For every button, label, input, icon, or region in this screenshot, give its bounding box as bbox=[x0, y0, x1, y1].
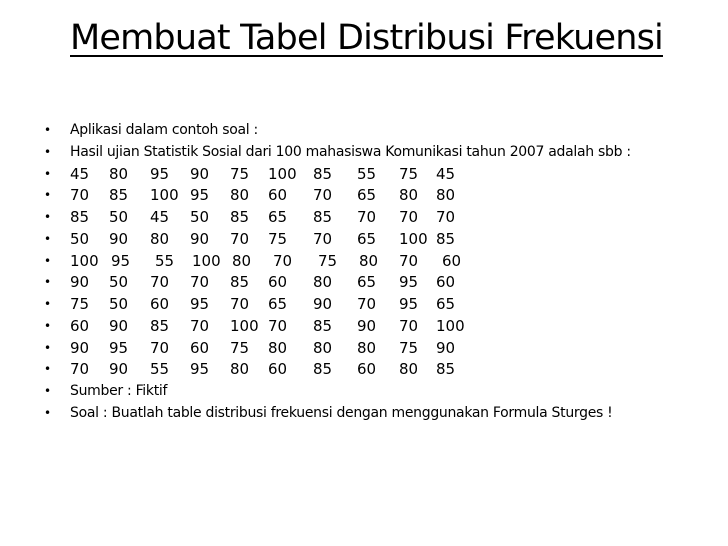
data-cell: 80 bbox=[268, 338, 288, 357]
data-cell: 100 bbox=[268, 164, 297, 183]
data-cell: 70 bbox=[357, 295, 377, 313]
intro-text: Hasil ujian Statistik Sosial dari 100 mahasiswa Komunikasi tahun 2007 adalah sbb : bbox=[70, 143, 631, 160]
data-cell: 65 bbox=[357, 273, 377, 292]
data-cell: 65 bbox=[357, 229, 377, 248]
source-text: Sumber : Fiktif bbox=[70, 383, 168, 399]
data-cell: 80 bbox=[399, 186, 419, 205]
data-cell: 80 bbox=[150, 229, 170, 248]
data-cell: 60 bbox=[357, 360, 377, 379]
data-cell: 80 bbox=[313, 273, 333, 292]
data-cell: 85 bbox=[109, 186, 129, 205]
bullet-dot: • bbox=[44, 166, 52, 181]
data-cell: 80 bbox=[313, 338, 333, 357]
data-cell: 90 bbox=[109, 360, 129, 379]
data-cell: 60 bbox=[190, 338, 210, 357]
bullet-dot: • bbox=[44, 123, 52, 137]
data-cell: 80 bbox=[232, 251, 252, 270]
data-cell: 60 bbox=[70, 316, 90, 335]
data-cell: 70 bbox=[70, 360, 90, 379]
data-cell: 95 bbox=[190, 360, 210, 379]
data-cell: 60 bbox=[268, 360, 288, 379]
data-cell: 100 bbox=[399, 229, 428, 248]
data-cell: 90 bbox=[190, 164, 210, 183]
data-cell: 70 bbox=[399, 316, 419, 335]
data-cell: 45 bbox=[70, 164, 90, 183]
data-cell: 90 bbox=[313, 295, 333, 313]
data-cell: 85 bbox=[313, 164, 333, 183]
data-cell: 90 bbox=[70, 338, 90, 357]
data-cell: 70 bbox=[190, 316, 210, 335]
intro-text: Aplikasi dalam contoh soal : bbox=[70, 122, 258, 138]
bullet-dot: • bbox=[44, 384, 52, 398]
bullet-dot: • bbox=[44, 144, 52, 159]
data-cell: 55 bbox=[155, 251, 175, 270]
data-cell: 90 bbox=[357, 316, 377, 335]
data-cell: 70 bbox=[70, 186, 90, 205]
data-cell: 50 bbox=[109, 295, 129, 313]
data-cell: 65 bbox=[436, 295, 456, 313]
data-cell: 95 bbox=[190, 186, 210, 205]
data-cell: 70 bbox=[313, 186, 333, 205]
data-cell: 75 bbox=[70, 295, 90, 313]
bullet-dot: • bbox=[44, 253, 52, 268]
data-cell: 80 bbox=[359, 251, 379, 270]
data-cell: 75 bbox=[268, 229, 288, 248]
data-cell: 70 bbox=[399, 208, 419, 226]
data-cell: 50 bbox=[109, 273, 129, 292]
data-cell: 65 bbox=[268, 208, 288, 226]
data-cell: 85 bbox=[313, 316, 333, 335]
bullet-dot: • bbox=[44, 362, 52, 377]
bullet-dot: • bbox=[44, 340, 52, 355]
data-cell: 85 bbox=[150, 316, 170, 335]
data-cell: 75 bbox=[318, 251, 338, 270]
data-cell: 55 bbox=[150, 360, 170, 379]
data-cell: 60 bbox=[268, 186, 288, 205]
data-cell: 85 bbox=[230, 273, 250, 292]
data-cell: 85 bbox=[436, 229, 456, 248]
data-cell: 85 bbox=[436, 360, 456, 379]
data-cell: 60 bbox=[442, 251, 462, 270]
data-cell: 100 bbox=[436, 316, 465, 335]
data-cell: 75 bbox=[230, 338, 250, 357]
data-cell: 95 bbox=[190, 295, 210, 313]
data-cell: 50 bbox=[109, 208, 129, 226]
data-cell: 70 bbox=[357, 208, 377, 226]
data-cell: 75 bbox=[399, 338, 419, 357]
data-cell: 60 bbox=[436, 273, 456, 292]
data-cell: 75 bbox=[399, 164, 419, 183]
bullet-dot: • bbox=[44, 405, 52, 420]
bullet-dot: • bbox=[44, 231, 52, 246]
data-cell: 75 bbox=[230, 164, 250, 183]
data-cell: 70 bbox=[190, 273, 210, 292]
data-cell: 70 bbox=[150, 338, 170, 357]
data-cell: 80 bbox=[230, 186, 250, 205]
data-cell: 65 bbox=[268, 295, 288, 313]
data-cell: 80 bbox=[399, 360, 419, 379]
data-cell: 90 bbox=[70, 273, 90, 292]
data-cell: 70 bbox=[268, 316, 288, 335]
data-cell: 100 bbox=[192, 251, 221, 270]
data-cell: 70 bbox=[436, 208, 456, 226]
data-cell: 50 bbox=[70, 229, 90, 248]
bullet-dot: • bbox=[44, 275, 52, 290]
bullet-dot: • bbox=[44, 210, 52, 224]
data-cell: 70 bbox=[313, 229, 333, 248]
data-cell: 90 bbox=[436, 338, 456, 357]
data-cell: 85 bbox=[70, 208, 90, 226]
data-cell: 95 bbox=[150, 164, 170, 183]
data-cell: 90 bbox=[190, 229, 210, 248]
data-cell: 65 bbox=[357, 186, 377, 205]
data-cell: 95 bbox=[109, 338, 129, 357]
data-cell: 50 bbox=[190, 208, 210, 226]
data-cell: 100 bbox=[150, 186, 179, 205]
data-cell: 80 bbox=[436, 186, 456, 205]
data-cell: 80 bbox=[357, 338, 377, 357]
data-cell: 60 bbox=[268, 273, 288, 292]
bullet-dot: • bbox=[44, 188, 52, 203]
data-cell: 70 bbox=[230, 229, 250, 248]
data-cell: 70 bbox=[230, 295, 250, 313]
data-cell: 100 bbox=[70, 251, 99, 270]
data-cell: 90 bbox=[109, 229, 129, 248]
data-cell: 45 bbox=[150, 208, 170, 226]
question-body: Soal : Buatlah table distribusi frekuensi dengan menggunakan Formula Sturges ! bbox=[70, 404, 613, 421]
data-cell: 85 bbox=[313, 360, 333, 379]
data-cell: 55 bbox=[357, 164, 377, 183]
bullet-dot: • bbox=[44, 318, 52, 333]
data-cell: 70 bbox=[150, 273, 170, 292]
slide-title: Membuat Tabel Distribusi Frekuensi bbox=[70, 18, 663, 58]
data-cell: 45 bbox=[436, 164, 456, 183]
data-cell: 60 bbox=[150, 295, 170, 313]
data-cell: 85 bbox=[230, 208, 250, 226]
data-cell: 80 bbox=[230, 360, 250, 379]
data-cell: 90 bbox=[109, 316, 129, 335]
data-cell: 70 bbox=[273, 251, 293, 270]
data-cell: 70 bbox=[399, 251, 419, 270]
data-cell: 95 bbox=[399, 273, 419, 292]
data-cell: 85 bbox=[313, 208, 333, 226]
data-cell: 80 bbox=[109, 164, 129, 183]
data-cell: 95 bbox=[399, 295, 419, 313]
data-cell: 95 bbox=[111, 251, 131, 270]
bullet-dot: • bbox=[44, 297, 52, 311]
data-cell: 100 bbox=[230, 316, 259, 335]
